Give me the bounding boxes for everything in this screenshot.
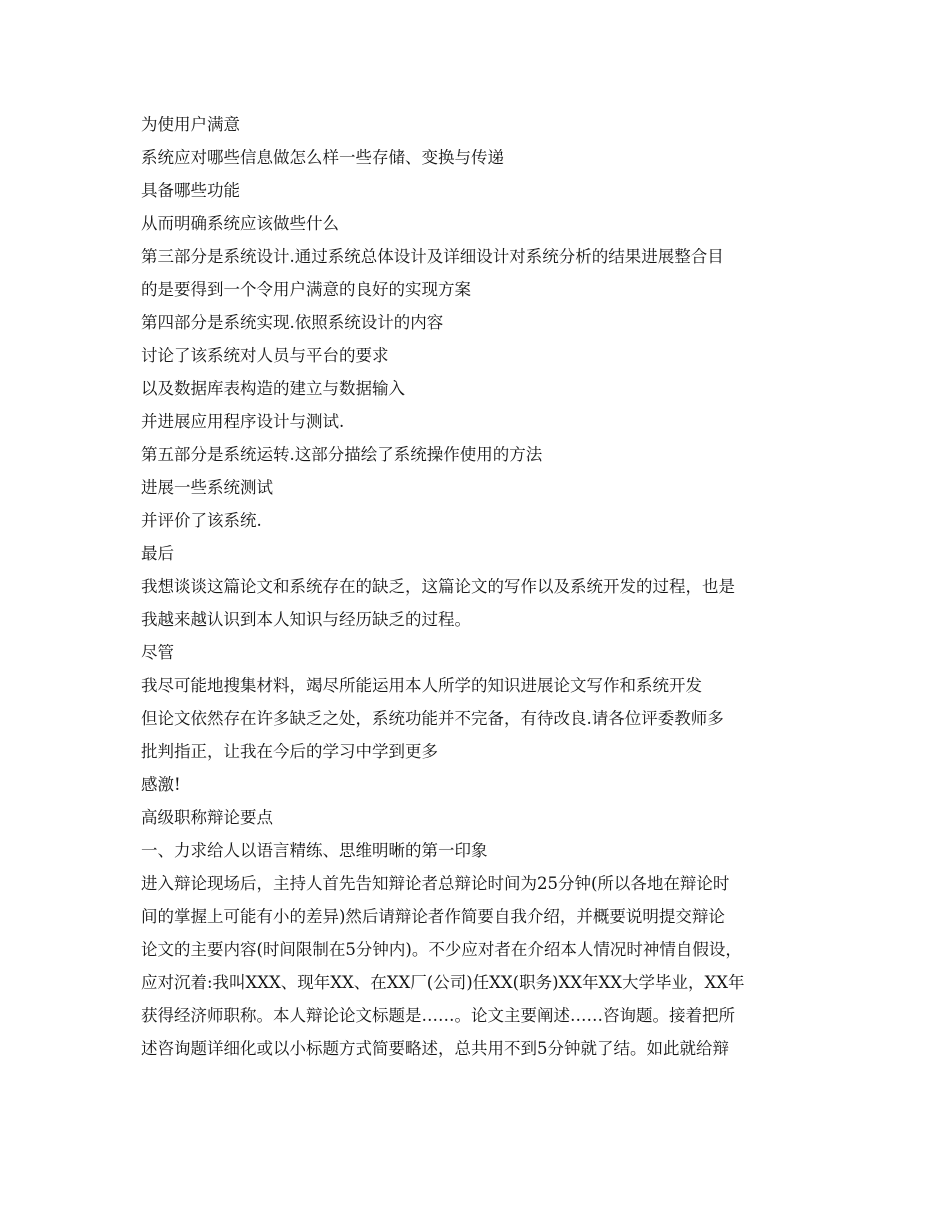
text-line: 第五部分是系统运转.这部分描绘了系统操作使用的方法 <box>141 445 543 464</box>
text-line: 批判指正，让我在今后的学习中学到更多 <box>141 742 438 761</box>
text-line: 为使用户满意 <box>141 115 240 134</box>
text-line: 进入辩论现场后，主持人首先告知辩论者总辩论时间为25分钟(所以各地在辩论时 <box>141 874 730 893</box>
text-line: 论文的主要内容(时间限制在5分钟内)。不少应对者在介绍本人情况时神情自假设， <box>141 940 742 959</box>
text-line: 间的掌握上可能有小的差异)然后请辩论者作简要自我介绍，并概要说明提交辩论 <box>141 907 725 926</box>
text-line: 具备哪些功能 <box>141 181 240 200</box>
text-line: 从而明确系统应该做些什么 <box>141 214 339 233</box>
text-line: 获得经济师职称。本人辩论论文标题是……。论文主要阐述……咨询题。接着把所 <box>141 1006 735 1025</box>
text-line: 我越来越认识到本人知识与经历缺乏的过程。 <box>141 610 471 629</box>
text-line: 但论文依然存在许多缺乏之处，系统功能并不完备，有待改良.请各位评委教师多 <box>141 709 724 728</box>
text-line: 我想谈谈这篇论文和系统存在的缺乏，这篇论文的写作以及系统开发的过程，也是 <box>141 577 735 596</box>
text-line: 系统应对哪些信息做怎么样一些存储、变换与传递 <box>141 148 504 167</box>
section-heading: 高级职称辩论要点 <box>141 808 273 827</box>
text-line: 并评价了该系统. <box>141 511 262 530</box>
text-line: 讨论了该系统对人员与平台的要求 <box>141 346 389 365</box>
text-line: 应对沉着:我叫XXX、现年XX、在XX厂(公司)任XX(职务)XX年XX大学毕业，XX年 <box>141 973 745 992</box>
text-line: 述咨询题详细化或以小标题方式简要略述，总共用不到5分钟就了结。如此就给辩 <box>141 1039 729 1058</box>
text-line: 尽管 <box>141 643 174 662</box>
text-line: 第四部分是系统实现.依照系统设计的内容 <box>141 313 444 332</box>
text-line: 第三部分是系统设计.通过系统总体设计及详细设计对系统分析的结果进展整合目 <box>141 247 724 266</box>
text-line: 以及数据库表构造的建立与数据输入 <box>141 379 405 398</box>
text-line: 我尽可能地搜集材料，竭尽所能运用本人所学的知识进展论文写作和系统开发 <box>141 676 702 695</box>
text-line: 感激! <box>141 775 181 794</box>
text-line: 最后 <box>141 544 174 563</box>
text-line: 并进展应用程序设计与测试. <box>141 412 345 431</box>
text-line: 进展一些系统测试 <box>141 478 273 497</box>
document-body <box>141 114 831 1071</box>
text-line: 的是要得到一个令用户满意的良好的实现方案 <box>141 280 471 299</box>
subsection-heading: 一、力求给人以语言精练、思维明晰的第一印象 <box>141 841 488 860</box>
